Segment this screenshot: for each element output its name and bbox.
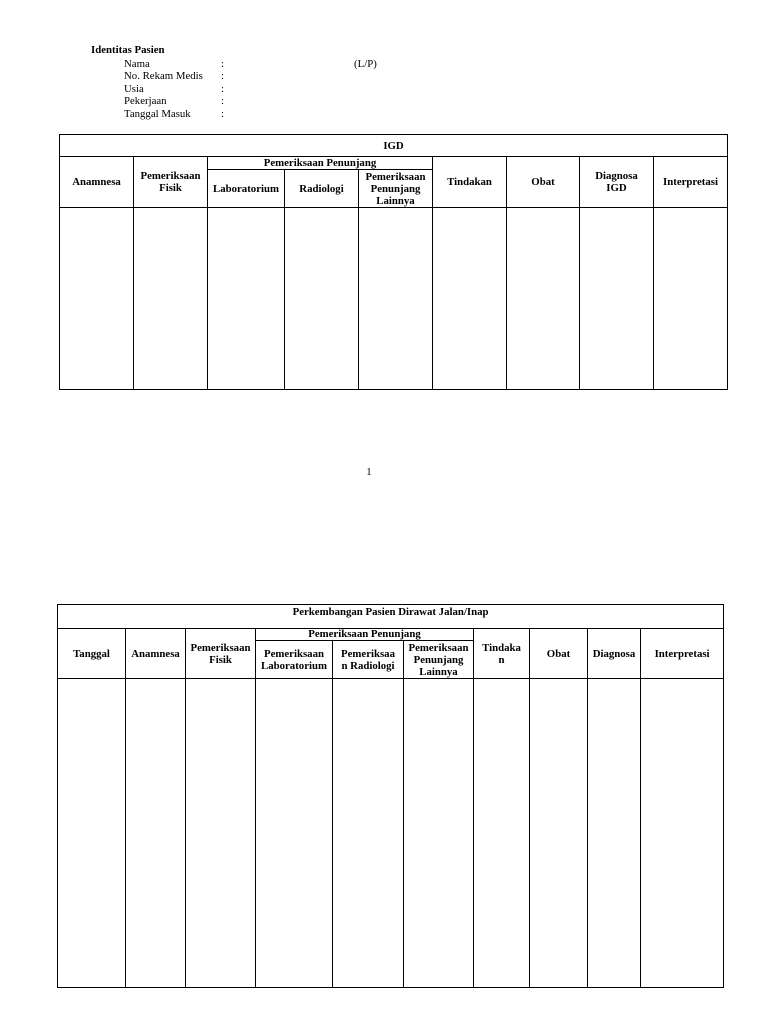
igd-subheader-penunjang-lainnya: Pemeriksaan Penunjang Lainnya — [359, 170, 433, 208]
igd-entry-anamnesa — [60, 208, 134, 390]
identity-field-tanggal-masuk — [0, 108, 768, 121]
identity-field-usia — [0, 83, 768, 96]
progress-entry-pemeriksaan-fisik — [186, 679, 256, 988]
progress-header-tindakan: Tindaka n — [474, 629, 530, 679]
igd-subheader-radiologi: Radiologi — [285, 170, 359, 208]
field-separator: : — [221, 57, 224, 70]
field-label-nama: Nama — [124, 57, 150, 70]
progress-entry-row — [58, 679, 724, 988]
progress-entry-anamnesa — [126, 679, 186, 988]
identity-field-nama — [0, 58, 768, 71]
progress-table — [57, 604, 724, 988]
igd-header-interpretasi: Interpretasi — [654, 157, 728, 208]
progress-entry-interpretasi — [641, 679, 724, 988]
progress-entry-diagnosa — [588, 679, 641, 988]
progress-entry-laboratorium — [256, 679, 333, 988]
igd-entry-interpretasi — [654, 208, 728, 390]
igd-entry-laboratorium — [208, 208, 285, 390]
field-separator: : — [221, 95, 224, 107]
progress-title-row — [58, 605, 724, 629]
progress-header-pemeriksaan-fisik: Pemeriksaan Fisik — [186, 629, 256, 679]
field-label-pekerjaan: Pekerjaan — [124, 95, 167, 107]
gender-hint: (L/P) — [354, 57, 377, 70]
igd-header-pemeriksaan-fisik: Pemeriksaan Fisik — [134, 157, 208, 208]
igd-entry-obat — [507, 208, 580, 390]
field-separator: : — [221, 107, 224, 120]
igd-header-obat: Obat — [507, 157, 580, 208]
progress-header-diagnosa: Diagnosa — [588, 629, 641, 679]
igd-header-pemeriksaan-penunjang: Pemeriksaan Penunjang — [208, 157, 433, 170]
igd-table — [59, 134, 728, 390]
progress-entry-radiologi — [333, 679, 404, 988]
progress-entry-tanggal — [58, 679, 126, 988]
progress-header-interpretasi: Interpretasi — [641, 629, 724, 679]
igd-title-row — [60, 135, 728, 157]
field-label-no-rekam-medis: No. Rekam Medis — [124, 70, 203, 82]
progress-header-pemeriksaan-penunjang: Pemeriksaan Penunjang — [256, 629, 474, 641]
patient-identity-title: Identitas Pasien — [91, 44, 165, 56]
igd-entry-tindakan — [433, 208, 507, 390]
igd-entry-pemeriksaan-fisik — [134, 208, 208, 390]
progress-header-tanggal: Tanggal — [58, 629, 126, 679]
progress-header-row — [58, 629, 724, 641]
progress-table-title: Perkembangan Pasien Dirawat Jalan/Inap — [58, 605, 724, 629]
field-separator: : — [221, 70, 224, 82]
field-label-tanggal-masuk: Tanggal Masuk — [124, 107, 191, 120]
igd-entry-diagnosa-igd — [580, 208, 654, 390]
page-number: 1 — [366, 466, 372, 478]
progress-subheader-radiologi: Pemeriksaa n Radiologi — [333, 641, 404, 679]
identity-field-no-rekam-medis — [0, 70, 768, 83]
progress-entry-tindakan — [474, 679, 530, 988]
igd-entry-penunjang-lainnya — [359, 208, 433, 390]
field-label-usia: Usia — [124, 82, 144, 95]
igd-header-anamnesa: Anamnesa — [60, 157, 134, 208]
identity-field-pekerjaan — [0, 95, 768, 108]
progress-entry-obat — [530, 679, 588, 988]
igd-table-title: IGD — [60, 135, 728, 157]
igd-header-tindakan: Tindakan — [433, 157, 507, 208]
field-separator: : — [221, 82, 224, 95]
progress-header-anamnesa: Anamnesa — [126, 629, 186, 679]
progress-subheader-laboratorium: Pemeriksaan Laboratorium — [256, 641, 333, 679]
progress-subheader-penunjang-lainnya: Pemeriksaan Penunjang Lainnya — [404, 641, 474, 679]
igd-entry-row — [60, 208, 728, 390]
progress-header-obat: Obat — [530, 629, 588, 679]
igd-entry-radiologi — [285, 208, 359, 390]
progress-entry-penunjang-lainnya — [404, 679, 474, 988]
igd-header-row — [60, 157, 728, 170]
igd-header-diagnosa-igd: Diagnosa IGD — [580, 157, 654, 208]
igd-subheader-laboratorium: Laboratorium — [208, 170, 285, 208]
